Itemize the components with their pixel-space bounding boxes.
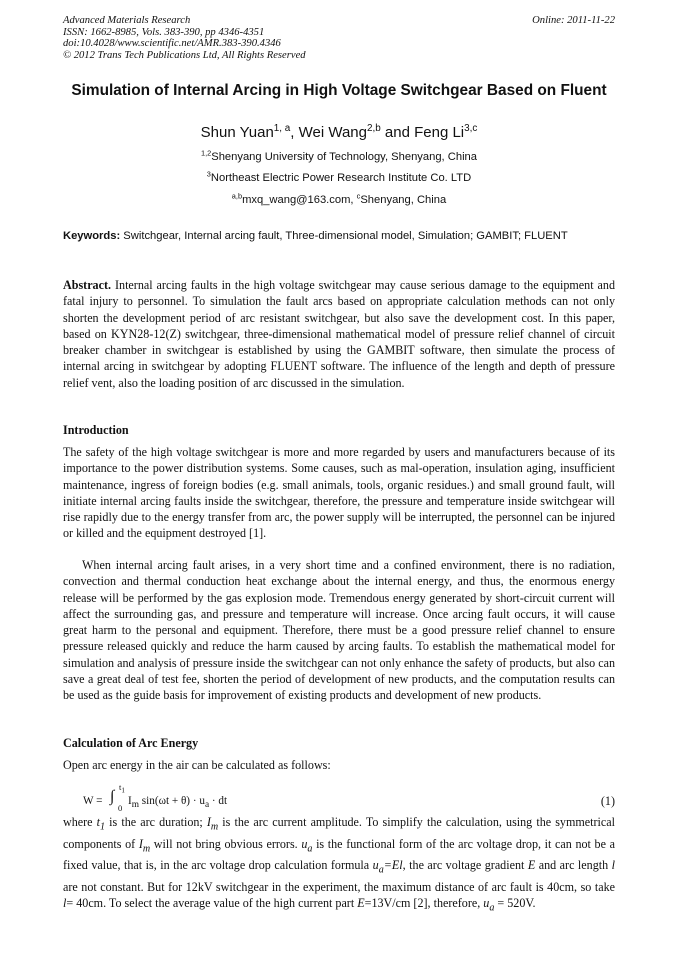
email-superscript: c xyxy=(356,191,361,201)
keywords-text: Switchgear, Internal arcing fault, Three-dimensional model, Simulation; GAMBIT; FLUENT xyxy=(120,230,568,242)
author-superscript: 1, a xyxy=(273,123,291,134)
email-superscript: a,b xyxy=(231,191,243,201)
integral-lower-limit: 0 xyxy=(118,803,123,813)
equation-number: (1) xyxy=(600,794,615,808)
keywords-label: Keywords: xyxy=(63,230,121,242)
affiliation-line xyxy=(63,171,615,185)
issn-line: ISSN: 1662-8985, Vols. 383-390, pp 4346-4351 xyxy=(63,26,265,38)
copyright-line: © 2012 Trans Tech Publications Ltd, All Rights Reserved xyxy=(63,49,306,61)
equation-1 xyxy=(63,782,615,815)
equation-explanation: where $t_1$ is the arc duration; $I_m$ is the arc current amplitude. To simplify the calculation, using the symmetrical components of $I_m$ will not bring obvious errors. $u_a$ is the functional form of the arc voltage drop, it can not be a fixed value, that is, in the arc voltage drop calculation formula $u_a=El$, the arc voltage gradient E and arc length l are not constant. But for 12kV switchgear in the experiment, the maximum distance of arc fault is 40cm, so take l= 40cm. To select the average value of the high current part E=13V/cm [2], therefore, $u_a = 520V$. xyxy=(63,815,616,914)
affiliation-line xyxy=(63,150,615,164)
author-superscript: 2,b xyxy=(366,123,381,134)
author-superscript: 3,c xyxy=(464,123,478,134)
equation-lhs: W = xyxy=(83,795,103,807)
introduction-paragraph-2: When internal arcing fault arises, in a very short time and a confined environment, there is no radiation, convection and thermal conduction heat exchange about the internal energy, and thus, the enormous energy release will be performed by the gas explosion mode. Tremendous energy generated by short-circuit current will affect the surrounding gas, and pressure and temperature will increase. Once arcing fault occurs, it will cause great harm to the personal and equipment. Therefore, there must be a good pressure relief channel to ensure pressure released quickly and reduce the harm caused by arcing faults. To establish the mathematical model for simulation and analysis of pressure inside the switchgear can not only enhance the safety of products, but also can save a great deal of test fee, shorten the period of development of new products, and the computation results can be used as the guide basis for improvement of existing products and development of new products. xyxy=(63,558,615,703)
author-name: Wei Wang xyxy=(298,124,367,141)
affiliation-text: Shenyang University of Technology, Shenyang, China xyxy=(211,151,478,163)
online-date: Online: 2011-11-22 xyxy=(532,15,615,26)
equation-intro: Open arc energy in the air can be calculated as follows: xyxy=(63,758,331,772)
abstract-label: Abstract. xyxy=(63,278,112,292)
introduction-paragraph-1: The safety of the high voltage switchgear is more and more regarded by users and manufacturers because of its importance to the power distribution systems. Some causes, such as mal-operation, insulation aging, insufficient maintenance, ingress of foreign bodies (e.g. small animals, tools, organic residues.) and small ground fault, will initiate internal arcing faults inside the switchgear, therefore, the pressure and temperature inside switchgear will rise rapidly due to the energy transfer from arc, the power supply will be interrupted, the personnel can be injured or killed and the equipment destroyed [1]. xyxy=(63,445,615,541)
affiliation-superscript: 3 xyxy=(206,169,211,179)
email-text: mxq_wang@163.com, xyxy=(242,194,357,206)
email-line xyxy=(63,193,615,207)
abstract xyxy=(63,277,615,391)
author-line: Shun Yuan$^{1, a}$, Wei Wang$^{2,b}$ and Feng Li$^{3,c}$ xyxy=(200,123,478,141)
journal-name: Advanced Materials Research xyxy=(63,15,191,26)
author-conjunction: and xyxy=(384,124,410,141)
paper-title: Simulation of Internal Arcing in High Voltage Switchgear Based on Fluent xyxy=(71,82,607,99)
integral-upper-limit: $t_1$ xyxy=(119,782,125,795)
affiliation-text: Northeast Electric Power Research Institute Co. LTD xyxy=(210,172,472,184)
abstract-text: Internal arcing faults in the high voltage switchgear may cause serious damage to the equipment and fatal injury to personnel. To simulation the fault arcs based on appropriate calculation methods can not only shorten the development period of arc resistant switchgear, but also save the development cost. In this paper, based on KYN28-12(Z) switchgear, three-dimensional mathematical model of pressure relief channel of circuit breaker chamber in switchgear is established by using the GAMBIT software, then simulate the process of internal arcing in switchgear by adopting FLUENT software. The influence of the length and depth of pressure relief vent, also the loading position of arc discussed in the simulation. xyxy=(63,278,615,390)
author-name: Feng Li xyxy=(414,124,465,141)
integral-symbol: ∫ xyxy=(110,788,115,805)
equation-body: $I_m$ $\sin(\omega t + \theta) \cdot u_a$ · dt xyxy=(128,795,228,811)
section-heading-introduction: Introduction xyxy=(63,423,129,437)
doi-line: doi:10.4028/www.scientific.net/AMR.383-390.4346 xyxy=(63,38,281,50)
section-heading-arc-energy: Calculation of Arc Energy xyxy=(63,736,199,750)
author-name: Shun Yuan xyxy=(200,124,274,141)
journal-header xyxy=(63,15,615,61)
keywords xyxy=(63,229,615,243)
affiliation-text: Shenyang, China xyxy=(360,194,447,206)
affiliation-superscript: 1,2 xyxy=(200,148,212,158)
